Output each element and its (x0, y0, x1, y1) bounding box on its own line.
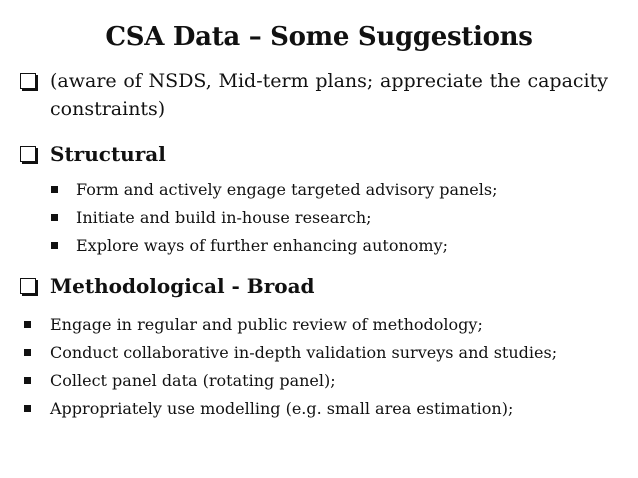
structural-heading: Structural (50, 142, 166, 166)
checkbox-bullet-icon (20, 146, 36, 162)
square-bullet-icon (24, 321, 31, 328)
methodological-item-2: Conduct collaborative in-depth validation surveys and studies; (50, 343, 558, 362)
intro-line-2: constraints) (50, 98, 166, 120)
structural-item-3: Explore ways of further enhancing autonomy; (76, 236, 448, 255)
intro-line-1: (aware of NSDS, Mid-term plans; appreciate the capacity (50, 70, 608, 92)
slide-title: CSA Data – Some Suggestions (105, 22, 533, 52)
square-bullet-icon (51, 242, 58, 249)
square-bullet-icon (51, 214, 58, 221)
square-bullet-icon (24, 349, 31, 356)
square-bullet-icon (24, 377, 31, 384)
structural-item-2: Initiate and build in-house research; (76, 208, 372, 227)
methodological-item-1: Engage in regular and public review of methodology; (50, 315, 483, 334)
structural-item-1: Form and actively engage targeted advisory panels; (76, 180, 498, 199)
methodological-item-4: Appropriately use modelling (e.g. small area estimation); (50, 399, 514, 418)
checkbox-bullet-icon (20, 73, 36, 89)
checkbox-bullet-icon (20, 278, 36, 294)
square-bullet-icon (24, 405, 31, 412)
square-bullet-icon (51, 186, 58, 193)
methodological-heading: Methodological - Broad (50, 274, 315, 298)
methodological-item-3: Collect panel data (rotating panel); (50, 371, 336, 390)
